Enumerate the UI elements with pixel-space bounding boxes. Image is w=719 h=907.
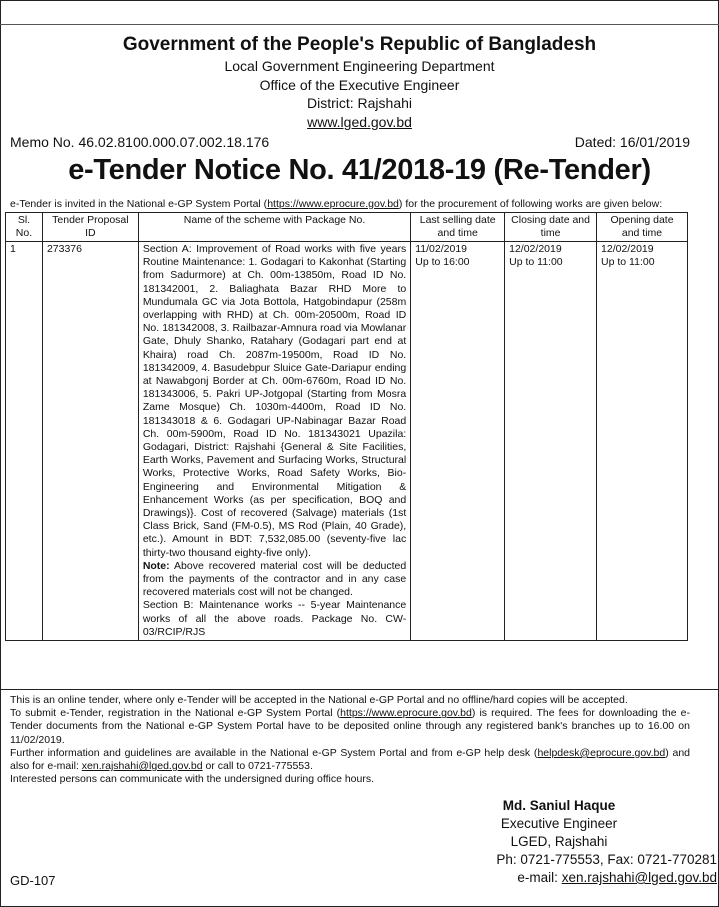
xen-email-link[interactable]: xen.rajshahi@lged.gov.bd [81, 760, 203, 773]
scheme-section-a: Section A: Improvement of Road works with five years Routine Maintenance: 1. Godagari to Kakonhat (Starting from Sadurmore) at Ch. 00m-13850m, Road ID No. 181342001, 2. Baliaghata Bazar RHD More to Mundumala GC via Jota Bottola, Hatgobindapur (258m overlapping with RHD) at Ch. 00m-20500m, Road ID No. 181342008, 3. Railbazar-Amnura road via Mowlanar Gate, Dhuly Shanko, Ratahary (Godagari part end at Khaira) road Ch. 2087m-19500m, Road ID No. 181342009, 4. Basudebpur Sluice Gate-Dariapur ending at Nawabgonj Border at Ch. 00m-6760m, Road ID No. 181343006, 5. Pakri UP-Jotgopal (Starting from Mosra Zame Mosque) Ch. 1030m-4400m, Road ID No. 181343018 & 6. Godagari UP-Nabinagar Bazar Road Ch. 00m-5900m, Road ID No. 181343021 Upazila: Godagari, District: Rajshahi {General & Site Facilities, Earth Works, Pavement and Surfacing Works, Structural Works, Protective Works, Road Safety Works, Bio-Engineering and Environmental Mitigation & Enhancement Works (as per specification, BOQ and Drawings)}. Cost of recovered (Salvage) materials (1st Class Brick, Sand (FM-0.5), MS Rod (Plain, 40 Grade), etc.). Amount in BDT: 7,532,085.00 (seventy-five lac thirty-two thousand eighty-five only). [142, 243, 407, 559]
col-closing: Closing date and time [505, 213, 597, 242]
scheme-section-b: Section B: Maintenance works -- 5-year Maintenance works of all the above roads. Package No. CW-03/RCIP/RJS [142, 599, 407, 638]
memo-number: Memo No. 46.02.8100.000.07.002.18.176 [10, 134, 270, 150]
table-header-row [6, 213, 688, 242]
cell-sl: 1 [6, 242, 43, 641]
office-line: Office of the Executive Engineer [259, 77, 460, 93]
signatory-name: Md. Saniul Haque [502, 798, 616, 813]
intro-text: e-Tender is invited in the National e-GP System Portal (https://www.eprocure.gov.bd) for the procurement of following works are given below: [10, 198, 663, 210]
government-heading: Government of the People's Republic of Bangladesh [122, 34, 597, 55]
col-opening: Opening date and time [597, 213, 688, 242]
footer-code: GD-107 [10, 873, 56, 888]
eprocure-link-2[interactable]: https://www.eprocure.gov.bd [340, 707, 472, 720]
notes-section [10, 694, 690, 786]
notice-date: Dated: 16/01/2019 [574, 134, 690, 150]
tender-table [5, 212, 688, 641]
col-sl: Sl. No. [6, 213, 43, 242]
website-link[interactable]: www.lged.gov.bd [307, 114, 412, 130]
col-tender-id: Tender Proposal ID [42, 213, 138, 242]
signatory-email: e-mail: xen.rajshahi@lged.gov.bd [517, 870, 717, 885]
signatory-phone: Ph: 0721-775553, Fax: 0721-770281 [496, 852, 717, 867]
district-line: District: Rajshahi [306, 95, 413, 111]
notes-divider [0, 689, 719, 690]
scheme-note: Note: Above recovered material cost will be deducted from the payments of the contractor and in any case recovered materials cost will not be changed. [142, 559, 407, 599]
cell-scheme [138, 242, 410, 641]
cell-closing: 12/02/2019 Up to 11:00 [505, 242, 597, 641]
eprocure-link[interactable]: https://www.eprocure.gov.bd [267, 198, 399, 210]
signature-block [449, 797, 717, 887]
signatory-email-link[interactable]: xen.rajshahi@lged.gov.bd [561, 870, 717, 885]
department-line: Local Government Engineering Department [224, 58, 495, 74]
table-row [6, 242, 688, 641]
cell-tender-id: 273376 [42, 242, 138, 641]
top-divider [0, 24, 719, 25]
cell-last-selling: 11/02/2019 Up to 16:00 [411, 242, 505, 641]
note-registration: To submit e-Tender, registration in the National e-GP System Portal (https://www.eprocure.gov.bd) is required. The fees for downloading the e-Tender documents from the National e-GP System Portal have to be deposited online through any registered bank's branches up to 16.00 on 11/02/2019. [10, 707, 690, 746]
helpdesk-email-link[interactable]: helpdesk@eprocure.gov.bd [537, 746, 666, 759]
col-scheme: Name of the scheme with Package No. [138, 213, 410, 242]
col-last-selling: Last selling date and time [411, 213, 505, 242]
signatory-office: LGED, Rajshahi [510, 834, 608, 849]
note-contact: Interested persons can communicate with the undersigned during office hours. [10, 773, 375, 786]
cell-opening: 12/02/2019 Up to 11:00 [597, 242, 688, 641]
note-helpdesk: Further information and guidelines are available in the National e-GP System Portal and from e-GP help desk (helpdesk@eprocure.gov.bd) and also for e-mail: xen.rajshahi@lged.gov.bd or call to 0721-775553. [10, 746, 691, 773]
note-online: This is an online tender, where only e-Tender will be accepted in the National e-GP Portal and no offline/hard copies will be accepted. [10, 694, 628, 706]
signatory-designation: Executive Engineer [500, 816, 618, 831]
notice-title: e-Tender Notice No. 41/2018-19 (Re-Tender) [68, 154, 651, 186]
